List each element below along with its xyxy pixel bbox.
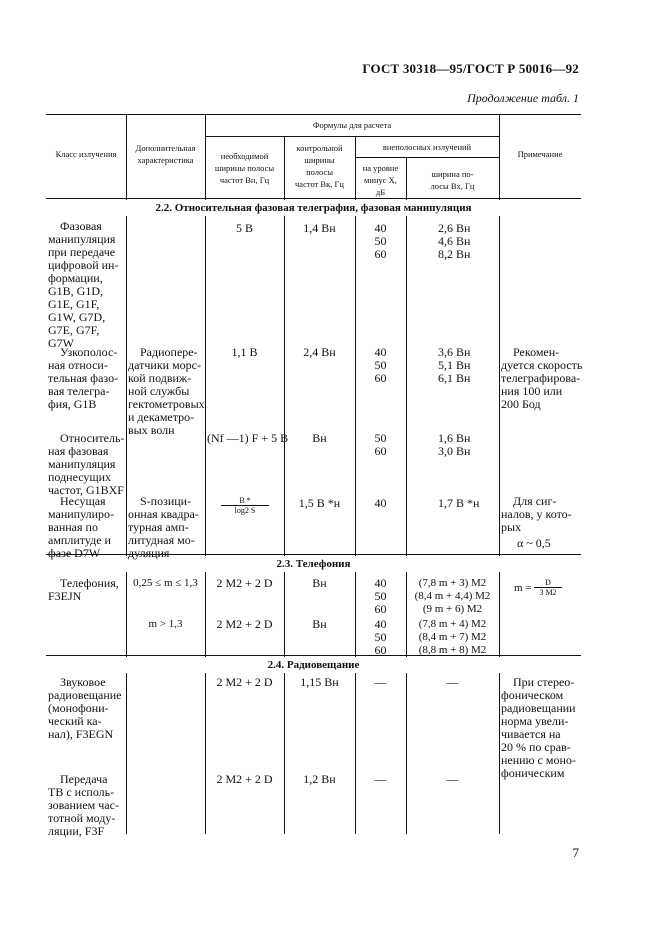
r4-class: Несущая манипулиро- ванная по амплитуде и фазе D7W — [48, 494, 114, 560]
r1-class: Фазовая манипуляция при передаче цифровой ин- формации, G1B, G1D, G1E, G1F, G1W, G7D, G7E, G7F, G7W — [48, 219, 119, 350]
r5-extra: 0,25 ≤ m ≤ 1,3 — [133, 577, 198, 589]
r2-extra: Радиопере- датчики морс- кой подвиж- ной службы гектометровых и декаметро- вых волн — [128, 345, 205, 437]
r5-control: Bн — [312, 576, 327, 590]
r6-extra: m > 1,3 — [148, 618, 183, 630]
r2-widths: 3,6 Bн 5,1 Bн 6,1 Bн — [438, 345, 471, 385]
r4-extra: S-позици- онная квадра- турная амп- литудная мо- дуляция — [128, 494, 199, 560]
col-necessary-header: необходимой ширины полосы частот Bн, Гц — [214, 151, 275, 185]
r1-control: 1,4 Bн — [303, 221, 336, 235]
r5-note-numerator: D — [534, 578, 562, 588]
col-bandwidth-header: ширина по- лосы Bх, Гц — [430, 169, 475, 191]
rule-col5 — [406, 157, 407, 834]
r3-levels: 50 60 — [374, 431, 387, 458]
col-formulas-header: Формулы для расчета — [312, 120, 392, 130]
page-number: 7 — [572, 845, 579, 860]
r5-necessary: 2 M2 + 2 D — [216, 576, 273, 590]
r7-necessary: 2 M2 + 2 D — [216, 675, 273, 689]
r4-necessary-fraction — [221, 496, 269, 515]
r5-levels: 40 50 60 — [374, 576, 387, 616]
r5-class: Телефония, F3EJN — [48, 576, 119, 603]
r7-width: — — [446, 675, 459, 689]
r8-necessary: 2 M2 + 2 D — [216, 772, 273, 786]
r3-widths: 1,6 Bн 3,0 Bн — [438, 431, 471, 458]
col-note-header: Примечание — [517, 149, 563, 159]
r7-level: — — [374, 675, 387, 689]
col-level-header: на уровне минус X, дБ — [362, 163, 399, 197]
rule-col6 — [499, 114, 500, 834]
formula-table — [46, 114, 583, 838]
r7-note: При стерео- фоническом радиовещании норма увели- чивается на 20 % по срав- нению с моно- фоническим — [501, 675, 576, 780]
r6-control: Bн — [312, 617, 327, 631]
col-extra-header: Дополнительная характеристика — [135, 143, 196, 165]
r5-widths: (7,8 m + 3) M2 (8,4 m + 4,4) M2 (9 m + 6) M2 — [414, 577, 491, 615]
continuation-label: Продолжение табл. 1 — [467, 91, 579, 105]
page-header: ГОСТ 30318—95/ГОСТ Р 50016—92 — [362, 61, 579, 76]
rule-outband — [355, 157, 499, 158]
section-title-22: 2.2. Относительная фазовая телеграфия, фазовая манипуляция — [155, 202, 472, 214]
r4-level: 40 — [374, 496, 387, 510]
r1-levels: 40 50 60 — [374, 221, 387, 261]
col-class-header: Класс излучения — [55, 149, 117, 159]
r8-width: — — [446, 772, 459, 786]
r1-necessary: 5 B — [235, 221, 253, 235]
rule-col1 — [126, 114, 127, 834]
rule-col3 — [284, 136, 285, 834]
r5-note-denominator: 3 M2 — [539, 588, 557, 597]
r6-levels: 40 50 60 — [374, 617, 387, 657]
r3-class: Относитель- ная фазовая манипуляция поднесущих частот, G1BXF — [48, 431, 125, 497]
r2-necessary: 1,1 B — [231, 345, 258, 359]
r2-class: Узкополос- ная относи- тельная фазо- вая телегра- фия, G1B — [48, 345, 119, 411]
col-control-header: контрольной ширины полосы частот Bк, Гц — [295, 143, 344, 189]
r4-necessary-denominator: log2 S — [234, 506, 256, 515]
r2-levels: 40 50 60 — [374, 345, 387, 385]
r6-necessary: 2 M2 + 2 D — [216, 617, 273, 631]
r1-widths: 2,6 Bн 4,6 Bн 8,2 Bн — [438, 221, 471, 261]
r6-widths: (7,8 m + 4) M2 (8,4 m + 7) M2 (8,8 m + 8) M2 — [418, 618, 487, 656]
r4-width: 1,7 B *н — [438, 496, 480, 510]
r4-note: Для сиг- налов, у кото- рых α ~ 0,5 — [501, 494, 572, 550]
r4-control: 1,5 B *н — [298, 496, 341, 510]
r2-note: Рекомен- дуется скорость телеграфирова- ния 100 или 200 Бод — [501, 345, 583, 411]
r8-class: Передача ТВ с исполь- зованием час- тотной моду- ляции, F3F — [48, 772, 119, 838]
r7-control: 1,15 Bн — [300, 675, 339, 689]
rule-formulas — [205, 136, 499, 137]
r8-control: 1,2 Bн — [303, 772, 336, 786]
r8-level: — — [374, 772, 387, 786]
section-title-23: 2.3. Телефония — [276, 558, 351, 570]
r5-note-prefix: m = — [514, 582, 532, 594]
section-title-24: 2.4. Радиовещание — [267, 659, 360, 671]
r5-note-fraction — [534, 578, 562, 597]
r2-control: 2,4 Bн — [303, 345, 336, 359]
r4-necessary-numerator: B * — [221, 496, 269, 506]
r3-control: Bн — [312, 431, 327, 445]
r3-necessary: (Nf —1) F + 5 B — [207, 431, 289, 445]
col-outband-header: внеполосных излучений — [382, 142, 472, 152]
r7-class: Звуковое радиовещание (монофони- ческий ка- нал), F3EGN — [48, 675, 122, 741]
